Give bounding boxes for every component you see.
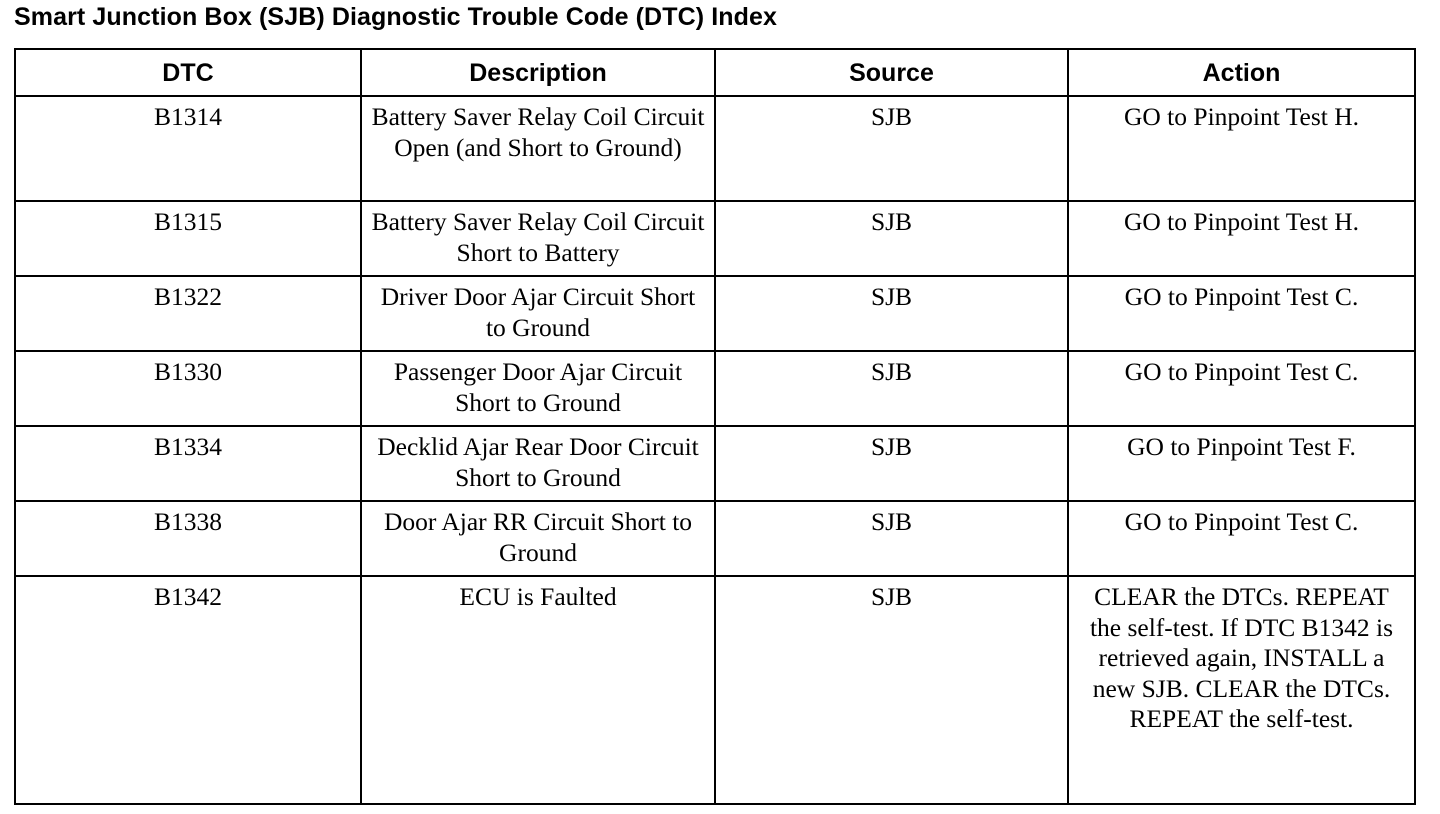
source-cell: SJB	[715, 96, 1068, 201]
table-row	[15, 276, 1415, 351]
action-cell: GO to Pinpoint Test C.	[1068, 351, 1415, 426]
table-row	[15, 426, 1415, 501]
dtc-code-cell: B1342	[15, 576, 361, 804]
action-cell: GO to Pinpoint Test F.	[1068, 426, 1415, 501]
column-header-source: Source	[715, 49, 1068, 96]
column-header-action: Action	[1068, 49, 1415, 96]
description-cell: Driver Door Ajar Circuit Short to Ground	[361, 276, 715, 351]
description-cell: Decklid Ajar Rear Door Circuit Short to Ground	[361, 426, 715, 501]
page-title: Smart Junction Box (SJB) Diagnostic Trouble Code (DTC) Index	[14, 3, 778, 31]
table-row	[15, 501, 1415, 576]
dtc-code-cell: B1330	[15, 351, 361, 426]
table-row	[15, 576, 1415, 804]
source-cell: SJB	[715, 201, 1068, 276]
description-cell: Battery Saver Relay Coil Circuit Open (and Short to Ground)	[361, 96, 715, 201]
table-body	[15, 96, 1415, 804]
source-cell: SJB	[715, 426, 1068, 501]
dtc-code-cell: B1338	[15, 501, 361, 576]
dtc-code-cell: B1334	[15, 426, 361, 501]
action-cell: GO to Pinpoint Test C.	[1068, 501, 1415, 576]
action-cell: CLEAR the DTCs. REPEAT the self-test. If DTC B1342 is retrieved again, INSTALL a new SJB. CLEAR the DTCs. REPEAT the self-test.	[1068, 576, 1415, 804]
column-header-description: Description	[361, 49, 715, 96]
table-row	[15, 96, 1415, 201]
source-cell: SJB	[715, 276, 1068, 351]
dtc-code-cell: B1314	[15, 96, 361, 201]
description-cell: ECU is Faulted	[361, 576, 715, 804]
description-cell: Battery Saver Relay Coil Circuit Short to Battery	[361, 201, 715, 276]
source-cell: SJB	[715, 576, 1068, 804]
header-row	[15, 49, 1415, 96]
dtc-code-cell: B1315	[15, 201, 361, 276]
action-cell: GO to Pinpoint Test H.	[1068, 201, 1415, 276]
source-cell: SJB	[715, 351, 1068, 426]
dtc-code-cell: B1322	[15, 276, 361, 351]
column-header-dtc: DTC	[15, 49, 361, 96]
table-row	[15, 351, 1415, 426]
action-cell: GO to Pinpoint Test H.	[1068, 96, 1415, 201]
description-cell: Passenger Door Ajar Circuit Short to Ground	[361, 351, 715, 426]
table-row	[15, 201, 1415, 276]
table-header	[15, 49, 1415, 96]
dtc-index-table	[14, 48, 1416, 805]
action-cell: GO to Pinpoint Test C.	[1068, 276, 1415, 351]
description-cell: Door Ajar RR Circuit Short to Ground	[361, 501, 715, 576]
source-cell: SJB	[715, 501, 1068, 576]
